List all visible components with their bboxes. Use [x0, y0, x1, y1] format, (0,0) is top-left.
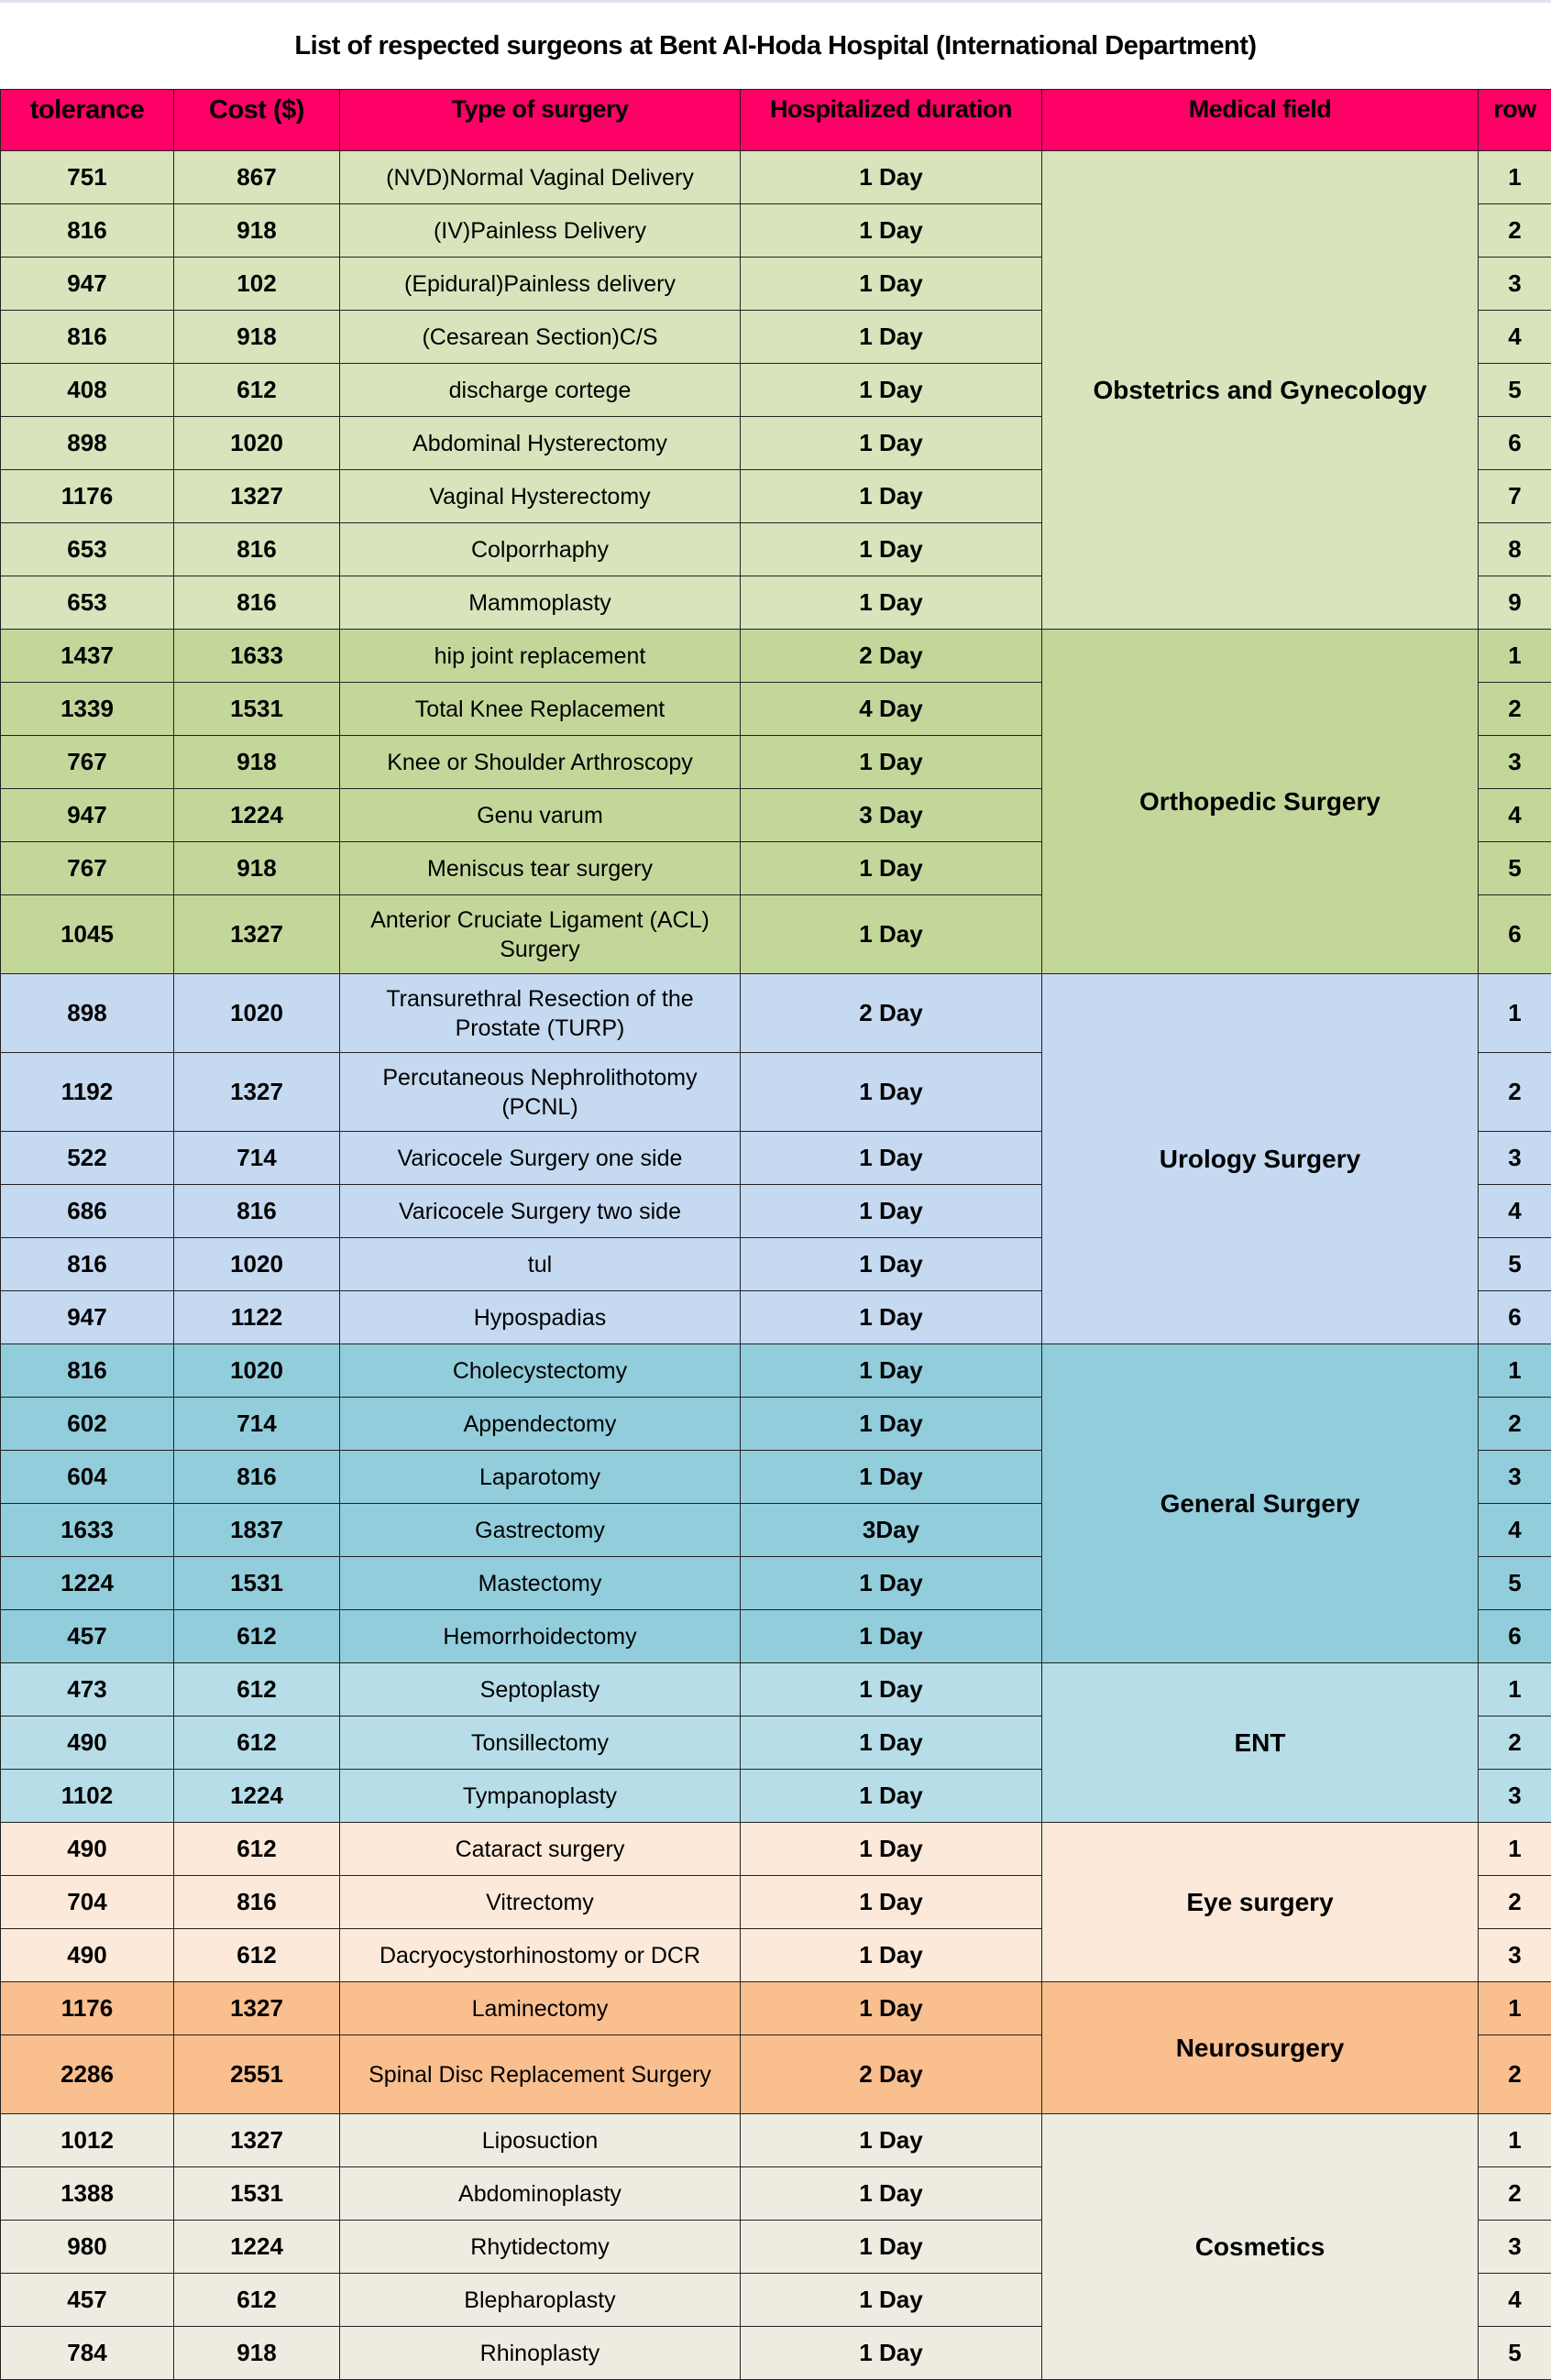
header-row	[1, 90, 1551, 151]
surgery-type-cell: Transurethral Resection of the Prostate (TURP)	[340, 974, 741, 1053]
surgery-type-cell: Tonsillectomy	[340, 1716, 741, 1770]
tolerance-cell: 1102	[1, 1770, 174, 1823]
row-number-cell: 3	[1479, 1929, 1551, 1982]
cost-cell: 612	[174, 1716, 340, 1770]
cost-cell: 816	[174, 576, 340, 630]
surgery-type-cell: Spinal Disc Replacement Surgery	[340, 2035, 741, 2114]
cost-cell: 612	[174, 1929, 340, 1982]
surgery-type-cell: Blepharoplasty	[340, 2274, 741, 2327]
cost-cell: 714	[174, 1132, 340, 1185]
medical-field-cell: Eye surgery	[1042, 1823, 1479, 1982]
header-type: Type of surgery	[340, 90, 741, 151]
cost-cell: 1327	[174, 1982, 340, 2035]
surgery-type-cell: Colporrhaphy	[340, 523, 741, 576]
row-number-cell: 3	[1479, 2221, 1551, 2274]
tolerance-cell: 457	[1, 1610, 174, 1663]
duration-cell: 1 Day	[741, 523, 1042, 576]
row-number-cell: 1	[1479, 1663, 1551, 1716]
cost-cell: 612	[174, 364, 340, 417]
row-number-cell: 2	[1479, 1398, 1551, 1451]
tolerance-cell: 490	[1, 1716, 174, 1770]
tolerance-cell: 1388	[1, 2167, 174, 2221]
cost-cell: 1224	[174, 1770, 340, 1823]
row-number-cell: 2	[1479, 1053, 1551, 1132]
surgery-type-cell: Abdominal Hysterectomy	[340, 417, 741, 470]
tolerance-cell: 767	[1, 842, 174, 895]
tolerance-cell: 1176	[1, 1982, 174, 2035]
row-number-cell: 6	[1479, 895, 1551, 974]
header-tolerance: tolerance	[1, 90, 174, 151]
cost-cell: 1224	[174, 2221, 340, 2274]
row-number-cell: 3	[1479, 1451, 1551, 1504]
cost-cell: 612	[174, 2274, 340, 2327]
surgery-type-cell: Knee or Shoulder Arthroscopy	[340, 736, 741, 789]
surgery-type-cell: Cataract surgery	[340, 1823, 741, 1876]
surgery-type-cell: Rhinoplasty	[340, 2327, 741, 2380]
tolerance-cell: 457	[1, 2274, 174, 2327]
surgery-type-cell: Mastectomy	[340, 1557, 741, 1610]
tolerance-cell: 1437	[1, 630, 174, 683]
medical-field-cell: ENT	[1042, 1663, 1479, 1823]
tolerance-cell: 704	[1, 1876, 174, 1929]
duration-cell: 1 Day	[741, 736, 1042, 789]
tolerance-cell: 816	[1, 1344, 174, 1398]
cost-cell: 1020	[174, 974, 340, 1053]
row-number-cell: 3	[1479, 1132, 1551, 1185]
row-number-cell: 1	[1479, 151, 1551, 204]
tolerance-cell: 784	[1, 2327, 174, 2380]
cost-cell: 1327	[174, 895, 340, 974]
medical-field-cell: Obstetrics and Gynecology	[1042, 151, 1479, 630]
cost-cell: 918	[174, 736, 340, 789]
row-number-cell: 5	[1479, 2327, 1551, 2380]
duration-cell: 1 Day	[741, 1185, 1042, 1238]
duration-cell: 1 Day	[741, 1663, 1042, 1716]
duration-cell: 1 Day	[741, 1929, 1042, 1982]
row-number-cell: 3	[1479, 258, 1551, 311]
tolerance-cell: 602	[1, 1398, 174, 1451]
cost-cell: 612	[174, 1663, 340, 1716]
duration-cell: 1 Day	[741, 2167, 1042, 2221]
surgery-type-cell: Varicocele Surgery two side	[340, 1185, 741, 1238]
cost-cell: 816	[174, 1185, 340, 1238]
duration-cell: 1 Day	[741, 311, 1042, 364]
tolerance-cell: 1339	[1, 683, 174, 736]
row-number-cell: 1	[1479, 1823, 1551, 1876]
row-number-cell: 1	[1479, 630, 1551, 683]
medical-field-cell: Urology Surgery	[1042, 974, 1479, 1344]
tolerance-cell: 767	[1, 736, 174, 789]
duration-cell: 2 Day	[741, 2035, 1042, 2114]
surgeons-table	[0, 89, 1551, 2380]
tolerance-cell: 490	[1, 1929, 174, 1982]
tolerance-cell: 653	[1, 523, 174, 576]
cost-cell: 918	[174, 204, 340, 258]
surgery-type-cell: Percutaneous Nephrolithotomy (PCNL)	[340, 1053, 741, 1132]
duration-cell: 2 Day	[741, 974, 1042, 1053]
row-number-cell: 1	[1479, 2114, 1551, 2167]
row-number-cell: 2	[1479, 1716, 1551, 1770]
tolerance-cell: 751	[1, 151, 174, 204]
duration-cell: 1 Day	[741, 895, 1042, 974]
surgery-type-cell: Rhytidectomy	[340, 2221, 741, 2274]
tolerance-cell: 408	[1, 364, 174, 417]
duration-cell: 2 Day	[741, 630, 1042, 683]
surgery-type-cell: Varicocele Surgery one side	[340, 1132, 741, 1185]
surgery-type-cell: Gastrectomy	[340, 1504, 741, 1557]
tolerance-cell: 1045	[1, 895, 174, 974]
surgery-type-cell: Meniscus tear surgery	[340, 842, 741, 895]
duration-cell: 1 Day	[741, 1716, 1042, 1770]
tolerance-cell: 980	[1, 2221, 174, 2274]
duration-cell: 1 Day	[741, 1344, 1042, 1398]
tolerance-cell: 522	[1, 1132, 174, 1185]
surgery-type-cell: Mammoplasty	[340, 576, 741, 630]
duration-cell: 3Day	[741, 1504, 1042, 1557]
duration-cell: 1 Day	[741, 1451, 1042, 1504]
tolerance-cell: 816	[1, 204, 174, 258]
duration-cell: 4 Day	[741, 683, 1042, 736]
cost-cell: 1633	[174, 630, 340, 683]
row-number-cell: 4	[1479, 1185, 1551, 1238]
duration-cell: 1 Day	[741, 364, 1042, 417]
tolerance-cell: 816	[1, 1238, 174, 1291]
cost-cell: 1020	[174, 1238, 340, 1291]
cost-cell: 1122	[174, 1291, 340, 1344]
surgery-type-cell: (Epidural)Painless delivery	[340, 258, 741, 311]
duration-cell: 1 Day	[741, 1291, 1042, 1344]
cost-cell: 867	[174, 151, 340, 204]
row-number-cell: 6	[1479, 1291, 1551, 1344]
table-row	[1, 1823, 1551, 1876]
tolerance-cell: 1224	[1, 1557, 174, 1610]
duration-cell: 1 Day	[741, 1238, 1042, 1291]
surgery-type-cell: Hypospadias	[340, 1291, 741, 1344]
surgery-type-cell: Laminectomy	[340, 1982, 741, 2035]
header-duration: Hospitalized duration	[741, 90, 1042, 151]
surgery-type-cell: Tympanoplasty	[340, 1770, 741, 1823]
surgery-type-cell: Liposuction	[340, 2114, 741, 2167]
table-row	[1, 1663, 1551, 1716]
cost-cell: 816	[174, 1451, 340, 1504]
duration-cell: 1 Day	[741, 1823, 1042, 1876]
duration-cell: 1 Day	[741, 576, 1042, 630]
duration-cell: 1 Day	[741, 842, 1042, 895]
duration-cell: 1 Day	[741, 258, 1042, 311]
row-number-cell: 4	[1479, 1504, 1551, 1557]
tolerance-cell: 490	[1, 1823, 174, 1876]
tolerance-cell: 2286	[1, 2035, 174, 2114]
duration-cell: 1 Day	[741, 1132, 1042, 1185]
cost-cell: 1327	[174, 2114, 340, 2167]
cost-cell: 1224	[174, 789, 340, 842]
cost-cell: 918	[174, 2327, 340, 2380]
duration-cell: 1 Day	[741, 470, 1042, 523]
duration-cell: 1 Day	[741, 151, 1042, 204]
duration-cell: 1 Day	[741, 1982, 1042, 2035]
table-row	[1, 630, 1551, 683]
header-row: row	[1479, 90, 1551, 151]
header-field: Medical field	[1042, 90, 1479, 151]
cost-cell: 918	[174, 842, 340, 895]
row-number-cell: 4	[1479, 311, 1551, 364]
surgery-type-cell: tul	[340, 1238, 741, 1291]
surgery-type-cell: Vaginal Hysterectomy	[340, 470, 741, 523]
tolerance-cell: 1192	[1, 1053, 174, 1132]
tolerance-cell: 1012	[1, 2114, 174, 2167]
duration-cell: 3 Day	[741, 789, 1042, 842]
table-row	[1, 1344, 1551, 1398]
row-number-cell: 3	[1479, 736, 1551, 789]
surgery-type-cell: Appendectomy	[340, 1398, 741, 1451]
row-number-cell: 5	[1479, 1238, 1551, 1291]
tolerance-cell: 653	[1, 576, 174, 630]
surgery-type-cell: Total Knee Replacement	[340, 683, 741, 736]
cost-cell: 816	[174, 1876, 340, 1929]
cost-cell: 1327	[174, 1053, 340, 1132]
surgery-type-cell: (Cesarean Section)C/S	[340, 311, 741, 364]
medical-field-cell: Orthopedic Surgery	[1042, 630, 1479, 974]
row-number-cell: 1	[1479, 1982, 1551, 2035]
table-body	[1, 151, 1551, 2380]
surgery-type-cell: Vitrectomy	[340, 1876, 741, 1929]
surgery-type-cell: Laparotomy	[340, 1451, 741, 1504]
duration-cell: 1 Day	[741, 2327, 1042, 2380]
tolerance-cell: 1176	[1, 470, 174, 523]
tolerance-cell: 473	[1, 1663, 174, 1716]
row-number-cell: 9	[1479, 576, 1551, 630]
row-number-cell: 1	[1479, 974, 1551, 1053]
medical-field-cell: Neurosurgery	[1042, 1982, 1479, 2114]
cost-cell: 1531	[174, 683, 340, 736]
cost-cell: 816	[174, 523, 340, 576]
cost-cell: 714	[174, 1398, 340, 1451]
surgery-type-cell: Genu varum	[340, 789, 741, 842]
row-number-cell: 2	[1479, 2035, 1551, 2114]
surgery-type-cell: discharge cortege	[340, 364, 741, 417]
tolerance-cell: 604	[1, 1451, 174, 1504]
tolerance-cell: 947	[1, 258, 174, 311]
cost-cell: 612	[174, 1823, 340, 1876]
duration-cell: 1 Day	[741, 2114, 1042, 2167]
table-row	[1, 974, 1551, 1053]
table-row	[1, 2114, 1551, 2167]
duration-cell: 1 Day	[741, 2221, 1042, 2274]
row-number-cell: 5	[1479, 1557, 1551, 1610]
row-number-cell: 1	[1479, 1344, 1551, 1398]
tolerance-cell: 1633	[1, 1504, 174, 1557]
duration-cell: 1 Day	[741, 1053, 1042, 1132]
cost-cell: 612	[174, 1610, 340, 1663]
row-number-cell: 2	[1479, 683, 1551, 736]
duration-cell: 1 Day	[741, 1398, 1042, 1451]
cost-cell: 1531	[174, 2167, 340, 2221]
duration-cell: 1 Day	[741, 1770, 1042, 1823]
row-number-cell: 6	[1479, 1610, 1551, 1663]
surgery-type-cell: Septoplasty	[340, 1663, 741, 1716]
duration-cell: 1 Day	[741, 2274, 1042, 2327]
duration-cell: 1 Day	[741, 1876, 1042, 1929]
tolerance-cell: 898	[1, 974, 174, 1053]
surgery-type-cell: Cholecystectomy	[340, 1344, 741, 1398]
row-number-cell: 4	[1479, 789, 1551, 842]
surgery-type-cell: Abdominoplasty	[340, 2167, 741, 2221]
tolerance-cell: 686	[1, 1185, 174, 1238]
row-number-cell: 2	[1479, 2167, 1551, 2221]
cost-cell: 1020	[174, 1344, 340, 1398]
row-number-cell: 6	[1479, 417, 1551, 470]
cost-cell: 102	[174, 258, 340, 311]
tolerance-cell: 947	[1, 1291, 174, 1344]
duration-cell: 1 Day	[741, 417, 1042, 470]
duration-cell: 1 Day	[741, 1557, 1042, 1610]
surgery-type-cell: Anterior Cruciate Ligament (ACL) Surgery	[340, 895, 741, 974]
tolerance-cell: 816	[1, 311, 174, 364]
tolerance-cell: 947	[1, 789, 174, 842]
row-number-cell: 4	[1479, 2274, 1551, 2327]
page-title: List of respected surgeons at Bent Al-Hoda Hospital (International Department)	[0, 0, 1551, 89]
surgery-type-cell: (NVD)Normal Vaginal Delivery	[340, 151, 741, 204]
surgery-type-cell: Dacryocystorhinostomy or DCR	[340, 1929, 741, 1982]
row-number-cell: 2	[1479, 204, 1551, 258]
duration-cell: 1 Day	[741, 204, 1042, 258]
table-row	[1, 151, 1551, 204]
row-number-cell: 2	[1479, 1876, 1551, 1929]
medical-field-cell: General Surgery	[1042, 1344, 1479, 1663]
surgery-type-cell: Hemorrhoidectomy	[340, 1610, 741, 1663]
cost-cell: 1327	[174, 470, 340, 523]
cost-cell: 918	[174, 311, 340, 364]
tolerance-cell: 898	[1, 417, 174, 470]
cost-cell: 1837	[174, 1504, 340, 1557]
duration-cell: 1 Day	[741, 1610, 1042, 1663]
table-row	[1, 1982, 1551, 2035]
surgery-type-cell: (IV)Painless Delivery	[340, 204, 741, 258]
row-number-cell: 7	[1479, 470, 1551, 523]
row-number-cell: 5	[1479, 842, 1551, 895]
cost-cell: 1531	[174, 1557, 340, 1610]
cost-cell: 2551	[174, 2035, 340, 2114]
row-number-cell: 5	[1479, 364, 1551, 417]
header-cost: Cost ($)	[174, 90, 340, 151]
row-number-cell: 3	[1479, 1770, 1551, 1823]
medical-field-cell: Cosmetics	[1042, 2114, 1479, 2380]
surgery-type-cell: hip joint replacement	[340, 630, 741, 683]
row-number-cell: 8	[1479, 523, 1551, 576]
cost-cell: 1020	[174, 417, 340, 470]
